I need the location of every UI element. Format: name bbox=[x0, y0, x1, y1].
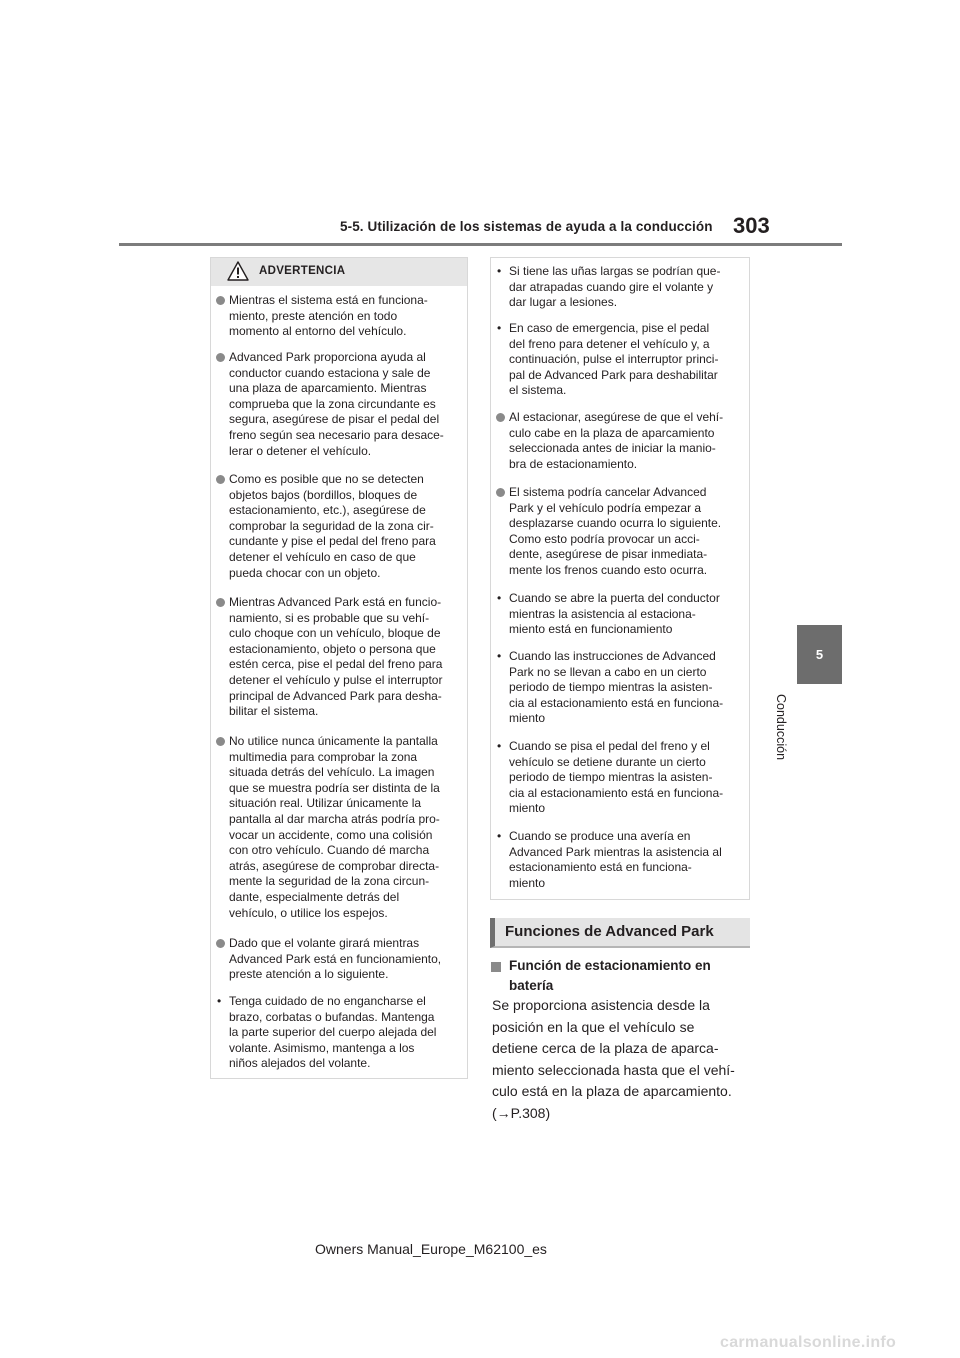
warning-header bbox=[211, 258, 467, 286]
chapter-name: Conducción bbox=[774, 694, 788, 761]
round-bullet-icon bbox=[216, 939, 225, 948]
round-bullet-icon bbox=[216, 598, 225, 607]
round-bullet-icon bbox=[216, 296, 225, 305]
square-bullet-icon bbox=[491, 962, 501, 972]
footer-text: Owners Manual_Europe_M62100_es bbox=[315, 1241, 547, 1257]
chapter-tab bbox=[797, 625, 842, 684]
round-bullet-icon bbox=[216, 737, 225, 746]
warning-box-continued: • Si tiene las uñas largas se podrían que- dar atrapadas cuando gire el volante y dar lugar a lesiones. • En caso de emergencia, pise el pedal del freno para detener el vehículo y, a continuación, pulse el interruptor princi- pal de Advanced Park para deshabilitar el sistema. Al estacionar, asegúrese de que el vehí- culo cabe en la plaza de aparcamiento seleccionada antes de iniciar la manio- bra de estacionamiento. El sistema podría cancelar Advanced Park y el vehículo podría empezar a desplazarse cuando ocurra lo siguiente. Como esto podría provocar un acci- dente, asegúrese de pisar inmediata- mente los frenos cuando esto ocurra. • Cuando se abre la puerta del conductor mientras la asistencia al estaciona- miento está en funcionamiento • Cuando las instrucciones de Advanced Park no se llevan a cabo en un cierto periodo de tiempo mientras la asisten- cia al estacionamiento está en funciona- miento • Cuando se pisa el pedal del freno y el vehículo se detiene durante un cierto periodo de tiempo mientras la asisten- cia al estacionamiento está en funciona- miento • Cuando se produce una avería en Advanced Park mientras la asistencia al estacionamiento está en funciona- miento bbox=[490, 257, 750, 900]
chapter-name-vertical bbox=[774, 694, 800, 784]
round-bullet-icon bbox=[496, 488, 505, 497]
section-heading bbox=[490, 918, 750, 948]
warning-box: ADVERTENCIA Mientras el sistema está en funciona- miento, preste atención en todo momento al entorno del vehículo. Advanced Park proporciona ayuda al conductor cuando estaciona y sale de una plaza de aparcamiento. Mientras comprueba que la zona circundante es segura, asegúrese de pisar el pedal del freno según sea necesario para desace- lerar o detener el vehículo. Como es posible que no se detecten objetos bajos (bordillos, bloques de estacionamiento, etc.), asegúrese de comprobar la seguridad de la zona cir- cundante y pise el pedal del freno para detener el vehículo en caso de que pueda chocar con un objeto. Mientras Advanced Park está en funcio- namiento, si es probable que su vehí- culo choque con un vehículo, bloque de estacionamiento, objeto o persona que estén cerca, pise el pedal del freno para detener el vehículo y pulse el interruptor principal de Advanced Park para desha- bilitar el sistema. No utilice nunca únicamente la pantalla multimedia para comprobar la zona situada detrás del vehículo. La imagen que se muestra podría ser distinta de la situación real. Utilizar únicamente la pantalla al dar marcha atrás podría pro- vocar un accidente, como una colisión con otro vehículo. Cuando dé marcha atrás, asegúrese de comprobar directa- mente la seguridad de la zona circun- dante, especialmente detrás del vehículo, o utilice los espejos. Dado que el volante girará mientras Advanced Park está en funcionamiento, preste atención a lo siguiente. • Tenga cuidado de no engancharse el brazo, corbatas o bufandas. Mantenga la parte superior del cuerpo alejada del volante. Asimismo, mantenga a los niños alejados del volante. bbox=[210, 257, 468, 1079]
header-rule bbox=[119, 243, 842, 246]
round-bullet-icon bbox=[216, 475, 225, 484]
warning-title: ADVERTENCIA bbox=[259, 265, 346, 277]
round-bullet-icon bbox=[216, 353, 225, 362]
round-bullet-icon bbox=[496, 413, 505, 422]
page-number: 303 bbox=[733, 213, 770, 238]
subsection-title: Función de estacionamiento en batería bbox=[509, 958, 711, 993]
section-heading-title: Funciones de Advanced Park bbox=[505, 923, 714, 940]
watermark: carmanualsonline.info bbox=[720, 1334, 897, 1351]
section-body: Se proporciona asistencia desde la posición en la que el vehículo se detiene cerca de la plaza de aparca- miento seleccionada hasta que el vehí- culo está en la plaza de aparcamiento. (→P.308) bbox=[492, 997, 735, 1121]
chapter-number: 5 bbox=[815, 647, 824, 662]
section-title: 5-5. Utilización de los sistemas de ayuda a la conducción bbox=[340, 219, 713, 234]
warning-triangle-icon bbox=[227, 261, 249, 281]
